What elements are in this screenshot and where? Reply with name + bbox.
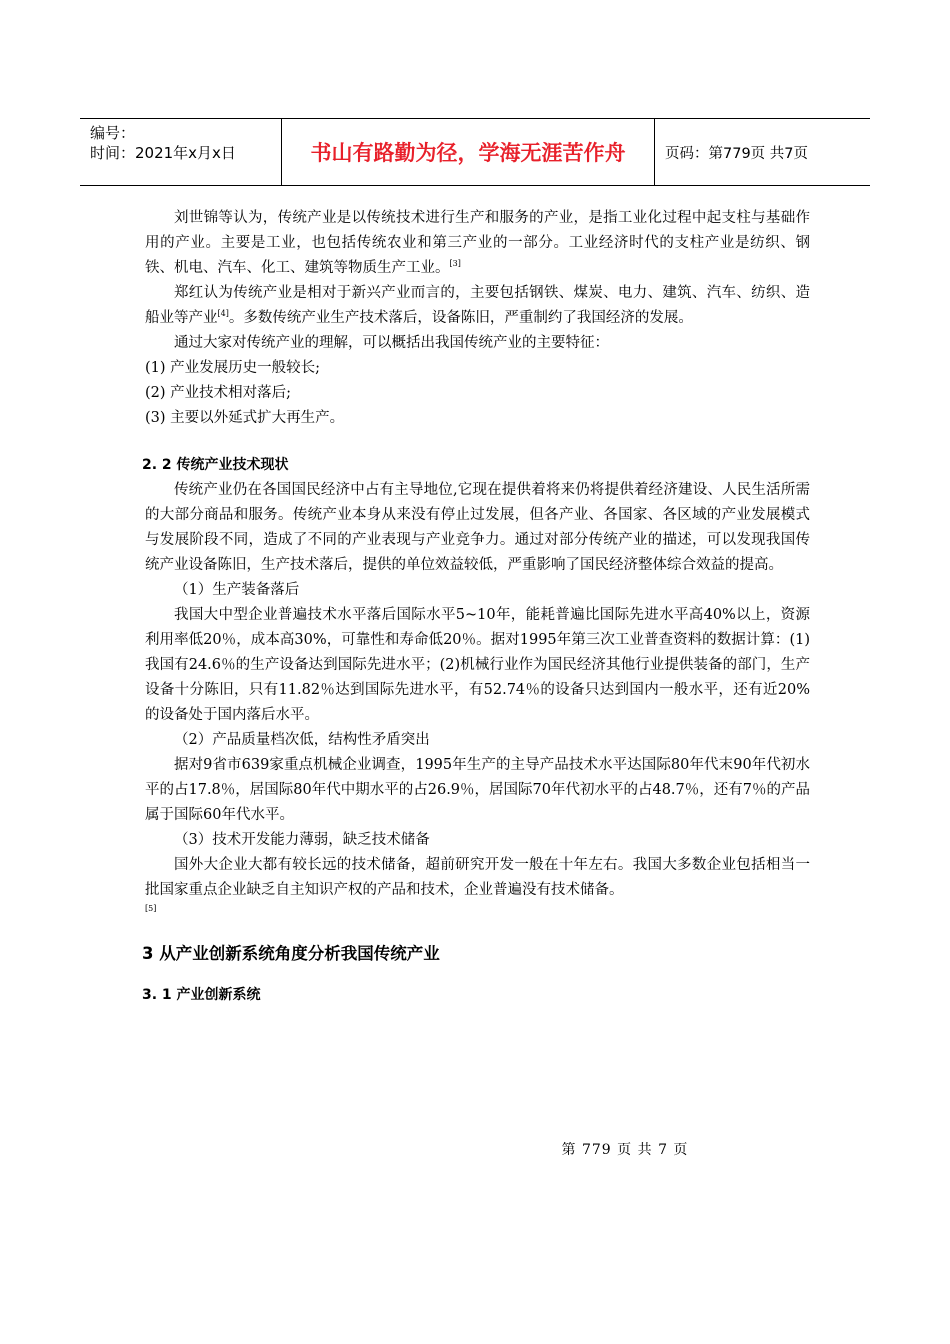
header-motto: 书山有路勤为径，学海无涯苦作舟	[281, 119, 655, 185]
paragraph-quality: 据对9省市639家重点机械企业调查，1995年生产的主导产品技术水平达国际80年代末90年代初水平的占17.8％，居国际80年代中期水平的占26.9％，居国际70年代初水平的占48.7％，还有7％的产品属于国际60年代水平。	[145, 757, 810, 823]
paragraph-features-intro: 通过大家对传统产业的理解，可以概括出我国传统产业的主要特征：	[174, 335, 609, 351]
paragraph-rnd: 国外大企业大都有较长远的技术储备，超前研究开发一般在十年左右。我国大多数企业包括相当一批国家重点企业缺乏自主知识产权的产品和技术，企业普遍没有技术储备。	[145, 857, 810, 898]
feature-list-item: (1) 产业发展历史一般较长;	[145, 360, 321, 376]
document-time-label: 时间：2021年x月x日	[90, 144, 236, 162]
feature-list-item: (3) 主要以外延式扩大再生产。	[145, 410, 345, 426]
section-heading-3: 3 从产业创新系统角度分析我国传统产业	[142, 944, 440, 963]
document-number-label: 编号：	[90, 124, 136, 142]
section-heading-2-2: 2. 2 传统产业技术现状	[142, 457, 289, 473]
header-page-info: 页码：第779页 共7页	[665, 145, 809, 162]
subheading-rnd: （3）技术开发能力薄弱，缺乏技术储备	[174, 832, 430, 848]
subheading-equipment: （1）生产装备落后	[174, 582, 300, 598]
document-body	[142, 206, 810, 1008]
paragraph-definition-zheng: 郑红认为传统产业是相对于新兴产业而言的，主要包括钢铁、煤炭、电力、建筑、汽车、纺织、造船业等产业[4]。多数传统产业生产技术落后，设备陈旧，严重制约了我国经济的发展。	[145, 285, 810, 326]
page-header	[80, 118, 870, 186]
page-footer: 第 779 页 共 7 页	[561, 1142, 689, 1158]
citation-4: [4]	[217, 309, 229, 318]
paragraph-equipment: 我国大中型企业普遍技术水平落后国际水平5~10年，能耗普遍比国际先进水平高40%以上，资源利用率低20％，成本高30%，可靠性和寿命低20％。据对1995年第三次工业普查资料的数据计算：(1)我国有24.6％的生产设备达到国际先进水平；(2)机械行业作为国民经济其他行业提供装备的部门，生产设备十分陈旧，只有11.82％达到国际先进水平，有52.74％的设备只达到国内一般水平，还有近20%的设备处于国内落后水平。	[145, 607, 810, 723]
subheading-quality: （2）产品质量档次低，结构性矛盾突出	[174, 732, 430, 748]
header-meta	[80, 119, 281, 185]
paragraph-definition-liu: 刘世锦等认为，传统产业是以传统技术进行生产和服务的产业，是指工业化过程中起支柱与基础作用的产业。主要是工业，也包括传统农业和第三产业的一部分。工业经济时代的支柱产业是纺织、钢铁、机电、汽车、化工、建筑等物质生产工业。[3]	[145, 210, 810, 276]
citation-5: [5]	[145, 904, 157, 913]
paragraph-tech-status: 传统产业仍在各国国民经济中占有主导地位,它现在提供着将来仍将提供着经济建设、人民生活所需的大部分商品和服务。传统产业本身从来没有停止过发展，但各产业、各国家、各区域的产业发展模式与发展阶段不同，造成了不同的产业表现与产业竞争力。通过对部分传统产业的描述，可以发现我国传统产业设备陈旧，生产技术落后，提供的单位效益较低，严重影响了国民经济整体综合效益的提高。	[145, 482, 810, 573]
section-heading-3-1: 3. 1 产业创新系统	[142, 987, 261, 1003]
feature-list-item: (2) 产业技术相对落后;	[145, 385, 292, 401]
citation-3: [3]	[449, 259, 461, 268]
